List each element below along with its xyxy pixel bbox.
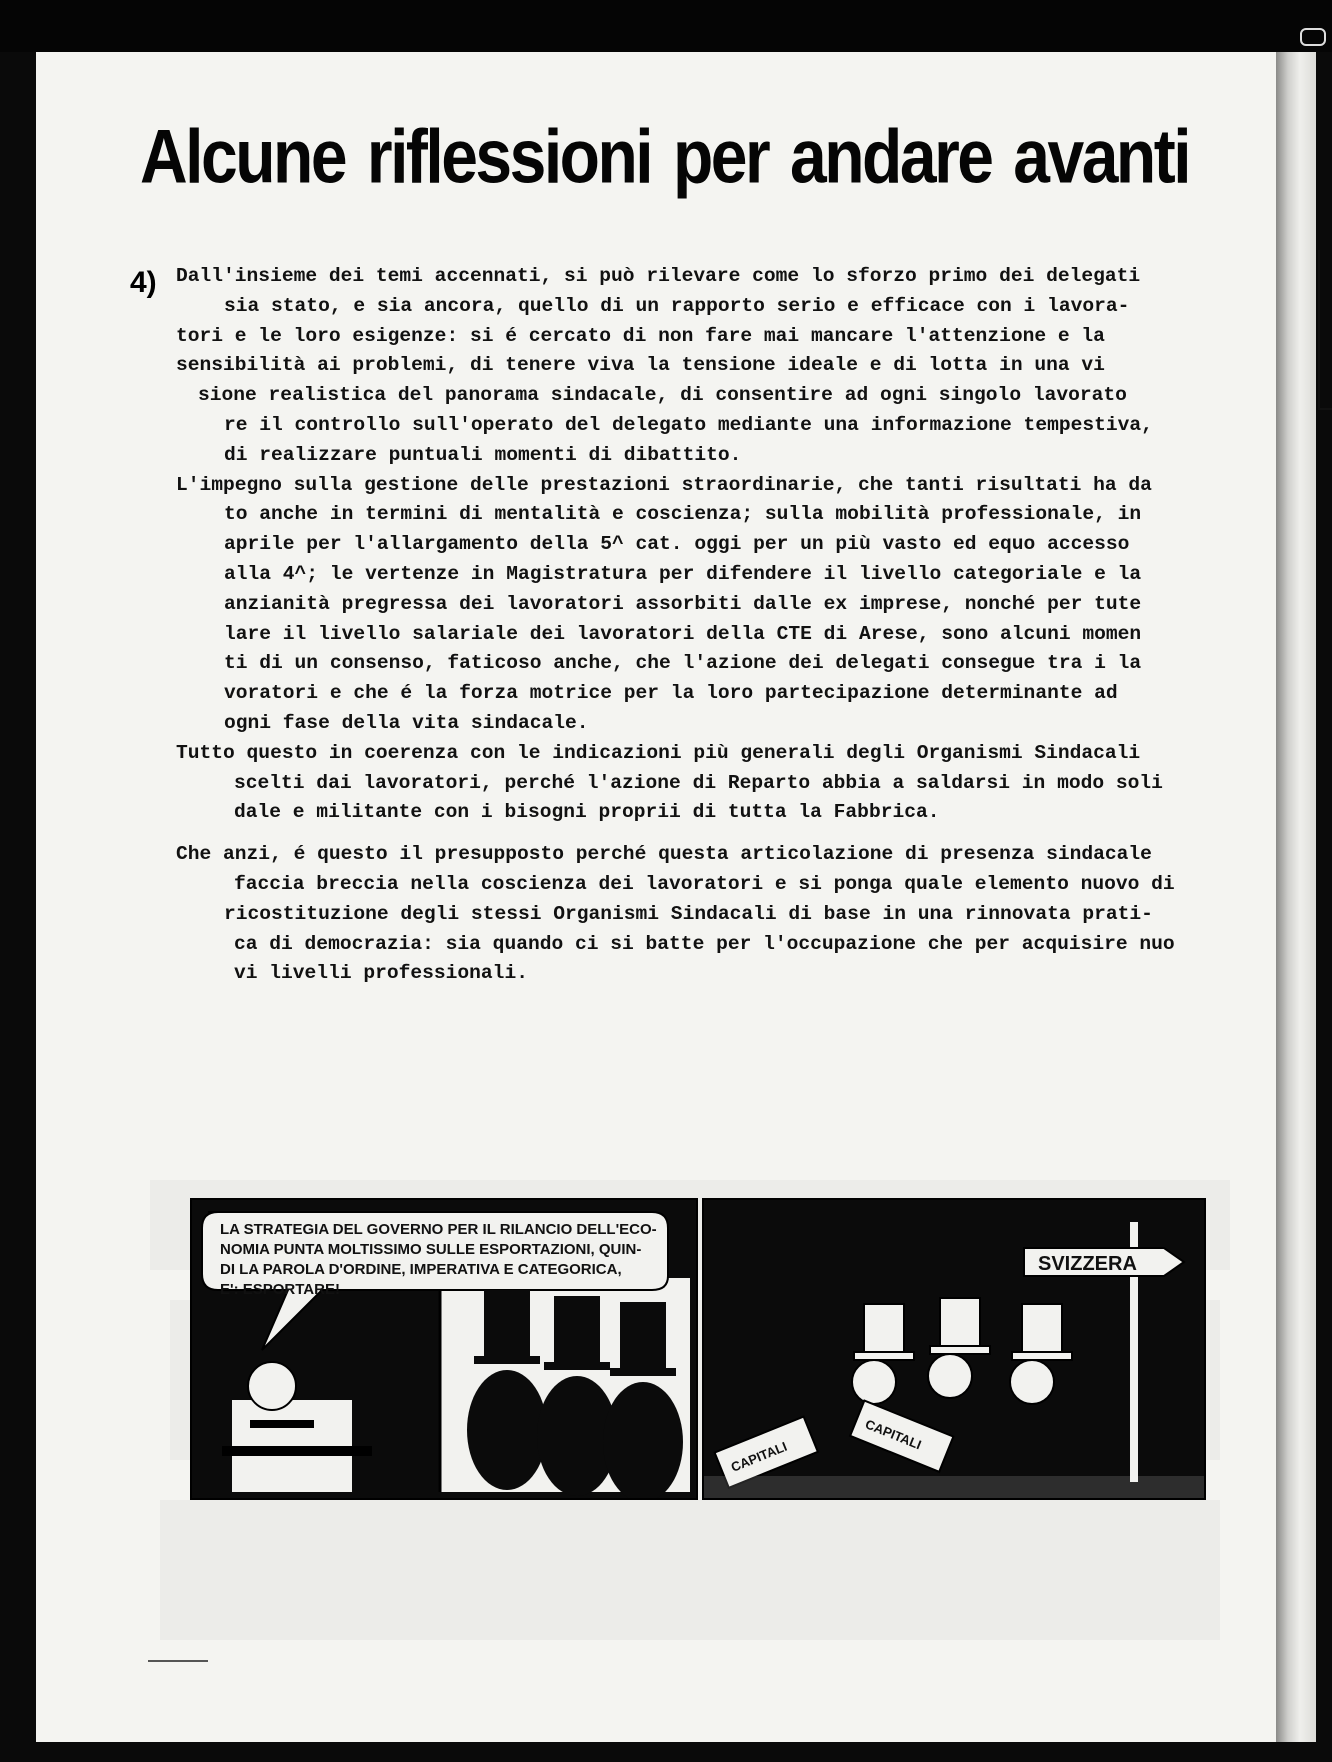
text-line: Tutto questo in coerenza con le indicazioni più generali degli Organismi Sindacali xyxy=(176,741,1141,764)
text-line: anzianità pregressa dei lavoratori assorbiti dalle ex imprese, nonché per tute xyxy=(224,592,1142,615)
suitcase-label: CAPITALI xyxy=(728,1438,790,1475)
text-line: L'impegno sulla gestione delle prestazioni straordinarie, che tanti risultati ha da xyxy=(176,473,1152,496)
text-line: alla 4^; le vertenze in Magistratura per difendere il livello categoriale e la xyxy=(224,562,1142,585)
bleed-through-shadow xyxy=(160,1500,1220,1640)
text-line: sione realistica del panorama sindacale, di consentire ad ogni singolo lavorato xyxy=(198,384,1127,407)
paragraph-1 xyxy=(130,262,1240,471)
text-line: lare il livello salariale dei lavoratori della CTE di Arese, sono alcuni momen xyxy=(224,622,1142,645)
page-rule xyxy=(148,1660,208,1662)
speech-line: E': ESPORTARE! xyxy=(220,1281,340,1298)
text-line: ca di democrazia: sia quando ci si batte per l'occupazione che per acquisire nuo xyxy=(234,932,1175,955)
paragraph-2 xyxy=(130,471,1240,739)
scan-border-top xyxy=(0,0,1332,52)
text-line: di realizzare puntuali momenti di dibattito. xyxy=(224,443,742,466)
text-line: aprile per l'allargamento della 5^ cat. oggi per un più vasto ed equo accesso xyxy=(224,533,1130,556)
text-line: ogni fase della vita sindacale. xyxy=(224,711,589,734)
silhouettes xyxy=(467,1290,683,1498)
speech-line: LA STRATEGIA DEL GOVERNO PER IL RILANCIO DELL'ECO- xyxy=(220,1221,657,1238)
text-line: scelti dai lavoratori, perché l'azione di Reparto abbia a saldarsi in modo soli xyxy=(234,771,1163,794)
article-body xyxy=(130,262,1240,989)
cartoon-right xyxy=(702,1198,1206,1500)
cartoon-left xyxy=(190,1198,698,1500)
text-line: faccia breccia nella coscienza dei lavoratori e si ponga quale elemento nuovo di xyxy=(234,872,1175,895)
text-line: ti di un consenso, faticoso anche, che l'azione dei delegati consegue tra i la xyxy=(224,652,1142,675)
paragraph-3 xyxy=(130,739,1240,828)
cartoon-left-drawing xyxy=(192,1200,696,1498)
text-line: sia stato, e sia ancora, quello di un rapporto serio e efficace con i lavora- xyxy=(224,294,1130,317)
suitcase-label: CAPITALI xyxy=(863,1416,924,1453)
next-page-frame-line xyxy=(1318,408,1332,410)
sign-label: SVIZZERA xyxy=(1038,1253,1137,1275)
text-line: Dall'insieme dei temi accennati, si può rilevare come lo sforzo primo dei delegati xyxy=(176,265,1141,287)
text-line: to anche in termini di mentalità e coscienza; sulla mobilità professionale, in xyxy=(224,503,1142,526)
cartoon-right-drawing xyxy=(704,1200,1204,1498)
text-line: ricostituzione degli stessi Organismi Sindacali di base in una rinnovata prati- xyxy=(224,902,1153,925)
text-line: Che anzi, é questo il presupposto perché questa articolazione di presenza sindacale xyxy=(176,843,1152,866)
speech-line: NOMIA PUNTA MOLTISSIMO SULLE ESPORTAZIONI, QUIN- xyxy=(220,1241,642,1258)
page-title: Alcune riflessioni per andare avanti xyxy=(140,113,1190,199)
crop-mark-icon xyxy=(1300,28,1326,46)
speech-line: DI LA PAROLA D'ORDINE, IMPERATIVA E CATEGORICA, xyxy=(220,1261,622,1278)
section-marker: 4) xyxy=(130,266,157,299)
text-line: sensibilità ai problemi, di tenere viva la tensione ideale e di lotta in una vi xyxy=(176,354,1105,377)
running-figures xyxy=(852,1298,1072,1404)
next-page-frame-line xyxy=(1318,250,1320,410)
next-page-edge xyxy=(1276,52,1316,1742)
text-line: vi livelli professionali. xyxy=(234,962,528,985)
paragraph-4 xyxy=(130,840,1240,989)
text-line: voratori e che é la forza motrice per la loro partecipazione determinante ad xyxy=(224,682,1118,705)
text-line: re il controllo sull'operato del delegato mediante una informazione tempestiva, xyxy=(224,413,1153,436)
text-line: tori e le loro esigenze: si é cercato di non fare mai mancare l'attenzione e la xyxy=(176,324,1105,347)
text-line: dale e militante con i bisogni proprii di tutta la Fabbrica. xyxy=(234,801,940,824)
